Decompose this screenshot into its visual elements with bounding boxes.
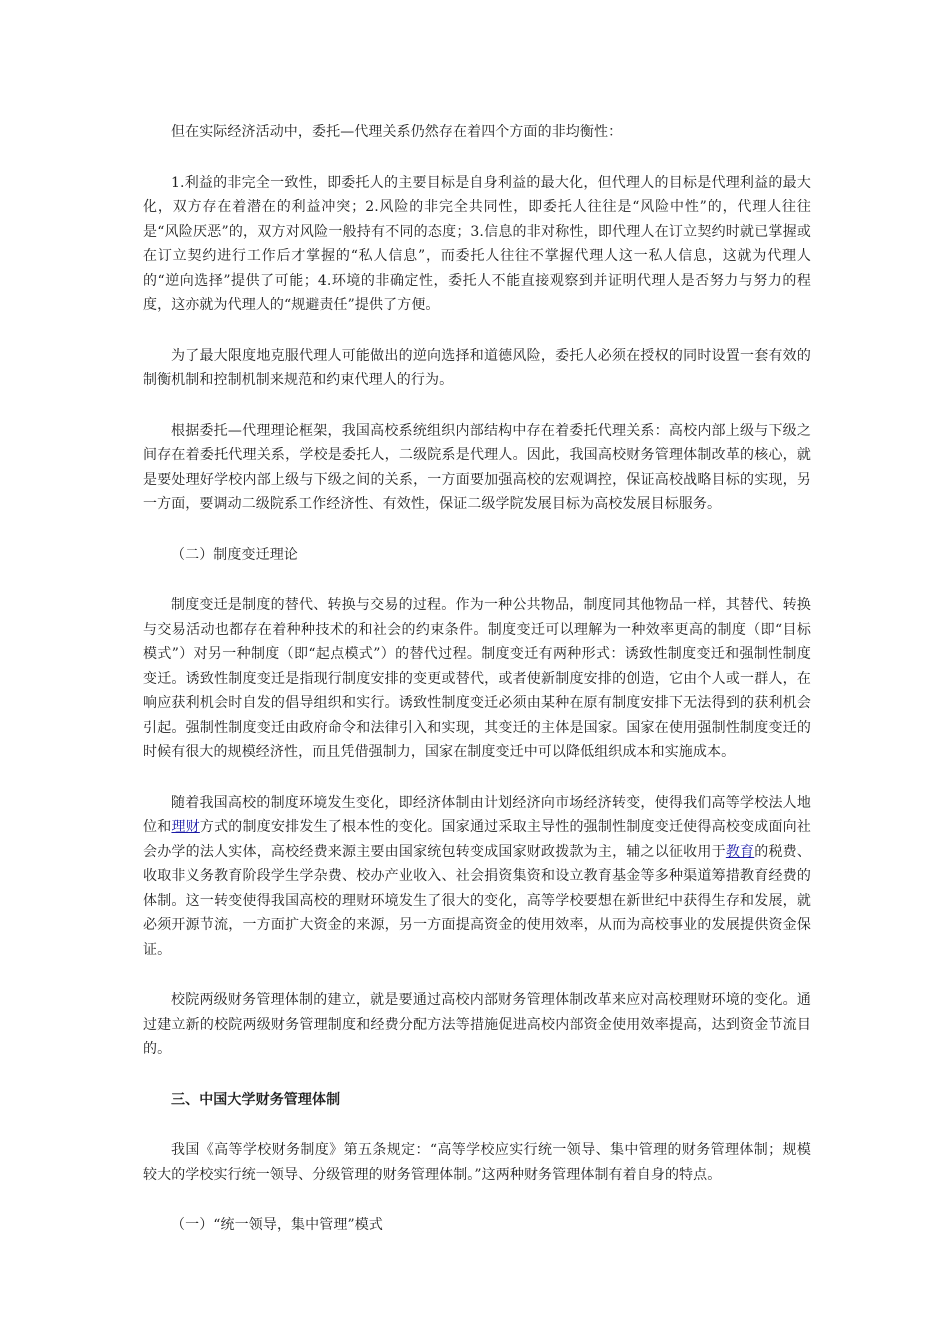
paragraph-finance-regulation: 我国《高等学校财务制度》第五条规定：“高等学校应实行统一领导、集中管理的财务管理体制；规模较大的学校实行统一领导、分级管理的财务管理体制。”这两种财务管理体制有着自身的特点。 bbox=[143, 1142, 811, 1183]
paragraph-two-level-system: 校院两级财务管理体制的建立，就是要通过高校内部财务管理体制改革来应对高校理财环境的变化。通过建立新的校院两级财务管理制度和经费分配方法等措施促进高校内部资金使用效率提高，达到资金节流目的。 bbox=[143, 992, 811, 1057]
paragraph-nonequilibrium-intro: 但在实际经济活动中，委托—代理关系仍然存在着四个方面的非均衡性： bbox=[171, 124, 623, 140]
paragraph-institutional-change: 制度变迁是制度的替代、转换与交易的过程。作为一种公共物品，制度同其他物品一样，其替代、转换与交易活动也都存在着种种技术的和社会的约束条件。制度变迁可以理解为一种效率更高的制度（即“目标模式”）对另一种制度（即“起点模式”）的替代过程。制度变迁有两种形式：诱致性制度变迁和强制性制度变迁。诱致性制度变迁是指现行制度安排的变更或替代，或者使新制度安排的创造，它由个人或一群人，在响应获利机会时自发的倡导组织和实行。诱致性制度变迁必须由某种在原有制度安排下无法得到的获利机会引起。强制性制度变迁由政府命令和法律引入和实现，其变迁的主体是国家。国家在使用强制性制度变迁的时候有很大的规模经济性，而且凭借强制力，国家在制度变迁中可以降低组织成本和实施成本。 bbox=[143, 597, 811, 760]
link-jiaoyu[interactable]: 教育 bbox=[725, 843, 755, 860]
paragraph-institutional-environment bbox=[143, 791, 811, 963]
paragraph-four-nonequilibria: 1.利益的非完全一致性，即委托人的主要目标是自身利益的最大化，但代理人的目标是代理利益的最大化，双方存在着潜在的利益冲突；2.风险的非完全共同性，即委托人往往是“风险中性”的，代理人往往是“风险厌恶”的，双方对风险一般持有不同的态度；3.信息的非对称性，即代理人在订立契约时就已掌握或在订立契约进行工作后才掌握的“私人信息”，而委托人往往不掌握代理人这一私人信息，这就为代理人的“逆向选择”提供了可能；4.环境的非确定性，委托人不能直接观察到并证明代理人是否努力与努力的程度，这亦就为代理人的“规避责任”提供了方便。 bbox=[143, 174, 811, 313]
paragraph-checks-and-balances: 为了最大限度地克服代理人可能做出的逆向选择和道德风险，委托人必须在授权的同时设置一套有效的制衡机制和控制机制来规范和约束代理人的行为。 bbox=[143, 347, 811, 388]
link-licai[interactable]: 理财 bbox=[171, 819, 200, 835]
section-heading-finance-system: 三、中国大学财务管理体制 bbox=[171, 1091, 341, 1108]
paragraph-principal-agent-framework: 根据委托—代理理论框架，我国高校系统组织内部结构中存在着委托代理关系：高校内部上级与下级之间存在着委托代理关系，学校是委托人，二级院系是代理人。因此，我国高校财务管理体制改革的核心，就是要处理好学校内部上级与下级之间的关系，一方面要加强高校的宏观调控，保证高校战略目标的实现，另一方面，要调动二级院系工作经济性、有效性，保证二级学院发展目标为高校发展目标服务。 bbox=[143, 422, 811, 512]
subsection-heading-unified-leadership: （一）“统一领导，集中管理”模式 bbox=[171, 1217, 383, 1233]
text-run: 的税费、收取非义务教育阶段学生学杂费、校办产业收入、社会捐资集资和设立教育基金等多种渠道筹措教育经费的体制。这一转变使得我国高校的理财环境发生了很大的变化，高等学校要想在新世纪中获得生存和发展，就必须开源节流，一方面扩大资金的来源，另一方面提高资金的使用效率，从而为高校事业的发展提供资金保证。 bbox=[143, 843, 811, 958]
text-run: 随着我国高校的制度环境发生变化，即经济体制由计划经济向市场经济转变，使得我们高等学校法人地位和 bbox=[143, 794, 811, 835]
document-body bbox=[143, 120, 811, 1238]
section-heading-institutional-change: （二）制度变迁理论 bbox=[171, 546, 298, 563]
text-run: 方式的制度安排发生了根本性的变化。国家通过采取主导性的强制性制度变迁使得高校变成面向社会办学的法人实体，高校经费来源主要由国家统包转变成国家财政拨款为主，辅之以征收用于 bbox=[143, 819, 811, 860]
